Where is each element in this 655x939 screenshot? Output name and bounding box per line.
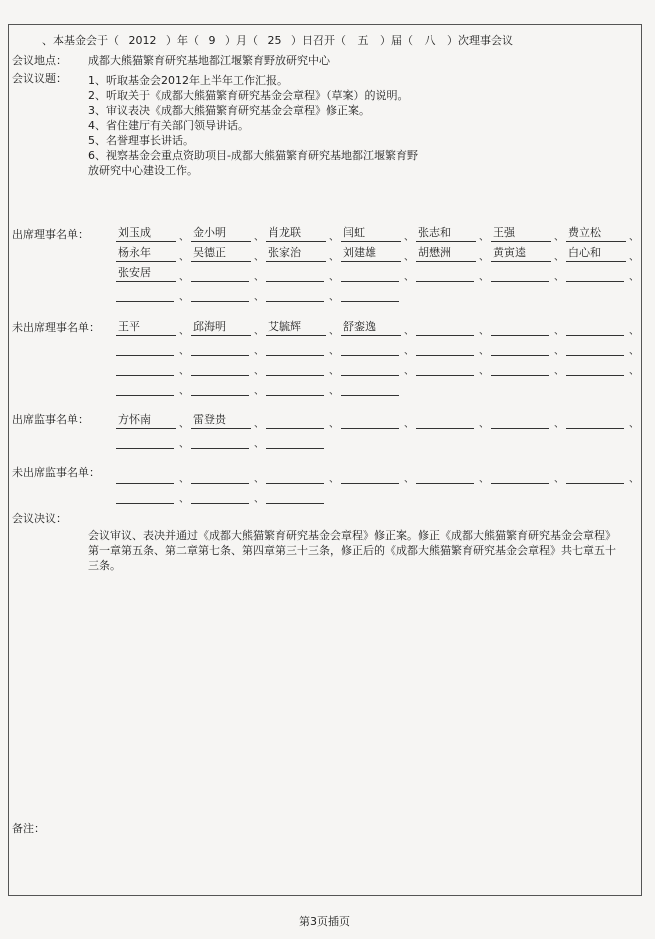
- separator-mark: 、: [329, 419, 339, 430]
- supervisor-name: 雷登贵: [191, 413, 251, 429]
- separator-mark: 、: [554, 474, 564, 485]
- separator-mark: 、: [179, 366, 189, 377]
- blank-line: [341, 468, 399, 484]
- blank-line: [566, 468, 624, 484]
- blank-line: [266, 488, 324, 504]
- separator-mark: 、: [479, 419, 489, 430]
- separator-mark: 、: [329, 366, 339, 377]
- blank-line: [266, 433, 324, 449]
- blank-line: [341, 360, 399, 376]
- location-value: 成都大熊猫繁育研究基地都江堰繁育野放研究中心: [88, 54, 330, 67]
- separator-mark: 、: [254, 474, 264, 485]
- agenda-item: 放研究中心建设工作。: [88, 164, 198, 177]
- header-prefix: 、本基金会于（: [42, 34, 119, 47]
- blank-line: [416, 360, 474, 376]
- separator-mark: 、: [254, 346, 264, 357]
- blank-line: [416, 320, 474, 336]
- blank-line: [191, 433, 249, 449]
- blank-line: [566, 360, 624, 376]
- director-name: 杨永年: [116, 246, 176, 262]
- separator-mark: 、: [254, 252, 264, 263]
- director-name: 肖龙联: [266, 226, 326, 242]
- separator-mark: 、: [329, 232, 339, 243]
- separator-mark: 、: [554, 252, 564, 263]
- separator-mark: 、: [479, 326, 489, 337]
- director-name: 张安居: [116, 266, 176, 282]
- director-name: 费立松: [566, 226, 626, 242]
- director-name: 刘建雄: [341, 246, 401, 262]
- separator-mark: 、: [554, 232, 564, 243]
- separator-mark: 、: [404, 474, 414, 485]
- agenda-item: 2、听取关于《成都大熊猫繁育研究基金会章程》（草案）的说明。: [88, 89, 409, 102]
- separator-mark: 、: [254, 366, 264, 377]
- director-name: 刘玉成: [116, 226, 176, 242]
- separator-mark: 、: [254, 419, 264, 430]
- blank-line: [116, 340, 174, 356]
- separator-mark: 、: [179, 232, 189, 243]
- blank-line: [191, 360, 249, 376]
- separator-mark: 、: [179, 386, 189, 397]
- separator-mark: 、: [404, 346, 414, 357]
- supervisor-name: 方怀南: [116, 413, 176, 429]
- separator-mark: 、: [629, 232, 639, 243]
- page-number: 第3页插页: [299, 915, 350, 928]
- blank-line: [266, 413, 324, 429]
- header-session: 五: [357, 34, 369, 47]
- director-name: 张志和: [416, 226, 476, 242]
- separator-mark: 、: [254, 386, 264, 397]
- separator-mark: 、: [554, 326, 564, 337]
- separator-mark: 、: [629, 366, 639, 377]
- header-year-unit: ）年（: [166, 34, 199, 47]
- director-name: 白心和: [566, 246, 626, 262]
- blank-line: [491, 360, 549, 376]
- separator-mark: 、: [554, 346, 564, 357]
- resolution-text: 会议审议、表决并通过《成都大熊猫繁育研究基金会章程》修正案。修正《成都大熊猫繁育研究基金会章程》第一章第五条、第二章第七条、第四章第三十三条，修正后的《成都大熊猫繁育研究基金会章程》共七章五十三条。: [88, 529, 616, 572]
- separator-mark: 、: [329, 386, 339, 397]
- separator-mark: 、: [479, 232, 489, 243]
- separator-mark: 、: [179, 439, 189, 450]
- agenda-item: 4、省住建厅有关部门领导讲话。: [88, 119, 249, 132]
- separator-mark: 、: [554, 366, 564, 377]
- separator-mark: 、: [179, 292, 189, 303]
- separator-mark: 、: [554, 419, 564, 430]
- agenda-item: 6、视察基金会重点资助项目-成都大熊猫繁育研究基地都江堰繁育野: [88, 149, 418, 162]
- resolution-label: 会议决议：: [12, 512, 67, 525]
- absent-directors-label: 未出席理事名单：: [12, 321, 100, 334]
- director-name: 邱海明: [191, 320, 251, 336]
- separator-mark: 、: [329, 474, 339, 485]
- separator-mark: 、: [629, 252, 639, 263]
- director-name: 舒銮逸: [341, 320, 401, 336]
- remarks-label: 备注：: [12, 822, 45, 835]
- agenda-label: 会议议题：: [12, 72, 67, 85]
- separator-mark: 、: [629, 272, 639, 283]
- separator-mark: 、: [329, 252, 339, 263]
- director-name: 王强: [491, 226, 551, 242]
- blank-line: [491, 320, 549, 336]
- separator-mark: 、: [479, 346, 489, 357]
- blank-line: [116, 488, 174, 504]
- separator-mark: 、: [179, 326, 189, 337]
- separator-mark: 、: [254, 272, 264, 283]
- blank-line: [266, 360, 324, 376]
- separator-mark: 、: [479, 474, 489, 485]
- director-name: 张家治: [266, 246, 326, 262]
- blank-line: [266, 286, 324, 302]
- blank-line: [266, 468, 324, 484]
- director-name: 闫虹: [341, 226, 401, 242]
- blank-line: [416, 340, 474, 356]
- separator-mark: 、: [629, 326, 639, 337]
- blank-line: [266, 340, 324, 356]
- header-year: 2012: [128, 34, 157, 47]
- director-name: 胡懋洲: [416, 246, 476, 262]
- agenda-item: 5、名誉理事长讲话。: [88, 134, 194, 147]
- blank-line: [416, 413, 474, 429]
- separator-mark: 、: [404, 419, 414, 430]
- director-name: 吴德正: [191, 246, 251, 262]
- blank-line: [566, 320, 624, 336]
- header-meeting-unit: ）次理事会议: [447, 34, 513, 47]
- blank-line: [491, 266, 549, 282]
- blank-line: [416, 266, 474, 282]
- separator-mark: 、: [329, 346, 339, 357]
- separator-mark: 、: [629, 419, 639, 430]
- separator-mark: 、: [329, 326, 339, 337]
- agenda-item: 3、审议表决《成都大熊猫繁育研究基金会章程》修正案。: [88, 104, 370, 117]
- separator-mark: 、: [179, 474, 189, 485]
- blank-line: [491, 340, 549, 356]
- separator-mark: 、: [179, 252, 189, 263]
- blank-line: [341, 380, 399, 396]
- blank-line: [341, 340, 399, 356]
- separator-mark: 、: [254, 232, 264, 243]
- separator-mark: 、: [179, 272, 189, 283]
- separator-mark: 、: [479, 366, 489, 377]
- blank-line: [566, 340, 624, 356]
- location-label: 会议地点：: [12, 54, 67, 67]
- blank-line: [416, 468, 474, 484]
- attending-supervisors-label: 出席监事名单：: [12, 413, 89, 426]
- director-name: 艾毓辉: [266, 320, 326, 336]
- separator-mark: 、: [404, 366, 414, 377]
- separator-mark: 、: [554, 272, 564, 283]
- separator-mark: 、: [629, 474, 639, 485]
- blank-line: [566, 413, 624, 429]
- separator-mark: 、: [479, 252, 489, 263]
- blank-line: [191, 488, 249, 504]
- agenda-item: 1、听取基金会2012年上半年工作汇报。: [88, 74, 288, 87]
- separator-mark: 、: [329, 272, 339, 283]
- separator-mark: 、: [179, 419, 189, 430]
- blank-line: [116, 468, 174, 484]
- header-month: 9: [208, 34, 216, 47]
- blank-line: [191, 340, 249, 356]
- separator-mark: 、: [629, 346, 639, 357]
- blank-line: [341, 286, 399, 302]
- header-day: 25: [267, 34, 282, 47]
- separator-mark: 、: [254, 292, 264, 303]
- blank-line: [191, 266, 249, 282]
- separator-mark: 、: [404, 252, 414, 263]
- header-day-unit: ）日召开（: [291, 34, 346, 47]
- blank-line: [191, 380, 249, 396]
- absent-supervisors-label: 未出席监事名单：: [12, 466, 100, 479]
- director-name: 王平: [116, 320, 176, 336]
- blank-line: [341, 266, 399, 282]
- attending-directors-label: 出席理事名单：: [12, 228, 89, 241]
- separator-mark: 、: [254, 326, 264, 337]
- director-name: 黄寅逵: [491, 246, 551, 262]
- blank-line: [341, 413, 399, 429]
- blank-line: [566, 266, 624, 282]
- separator-mark: 、: [179, 346, 189, 357]
- separator-mark: 、: [479, 272, 489, 283]
- blank-line: [116, 433, 174, 449]
- separator-mark: 、: [329, 292, 339, 303]
- blank-line: [116, 360, 174, 376]
- blank-line: [191, 468, 249, 484]
- meeting-header: [42, 34, 513, 48]
- header-meeting-no: 八: [424, 34, 436, 47]
- separator-mark: 、: [404, 232, 414, 243]
- blank-line: [266, 266, 324, 282]
- separator-mark: 、: [404, 272, 414, 283]
- blank-line: [491, 413, 549, 429]
- director-name: 金小明: [191, 226, 251, 242]
- blank-line: [266, 380, 324, 396]
- separator-mark: 、: [404, 326, 414, 337]
- blank-line: [491, 468, 549, 484]
- blank-line: [116, 286, 174, 302]
- separator-mark: 、: [254, 494, 264, 505]
- blank-line: [116, 380, 174, 396]
- header-month-unit: ）月（: [225, 34, 258, 47]
- blank-line: [191, 286, 249, 302]
- separator-mark: 、: [254, 439, 264, 450]
- separator-mark: 、: [179, 494, 189, 505]
- header-session-unit: ）届（: [380, 34, 413, 47]
